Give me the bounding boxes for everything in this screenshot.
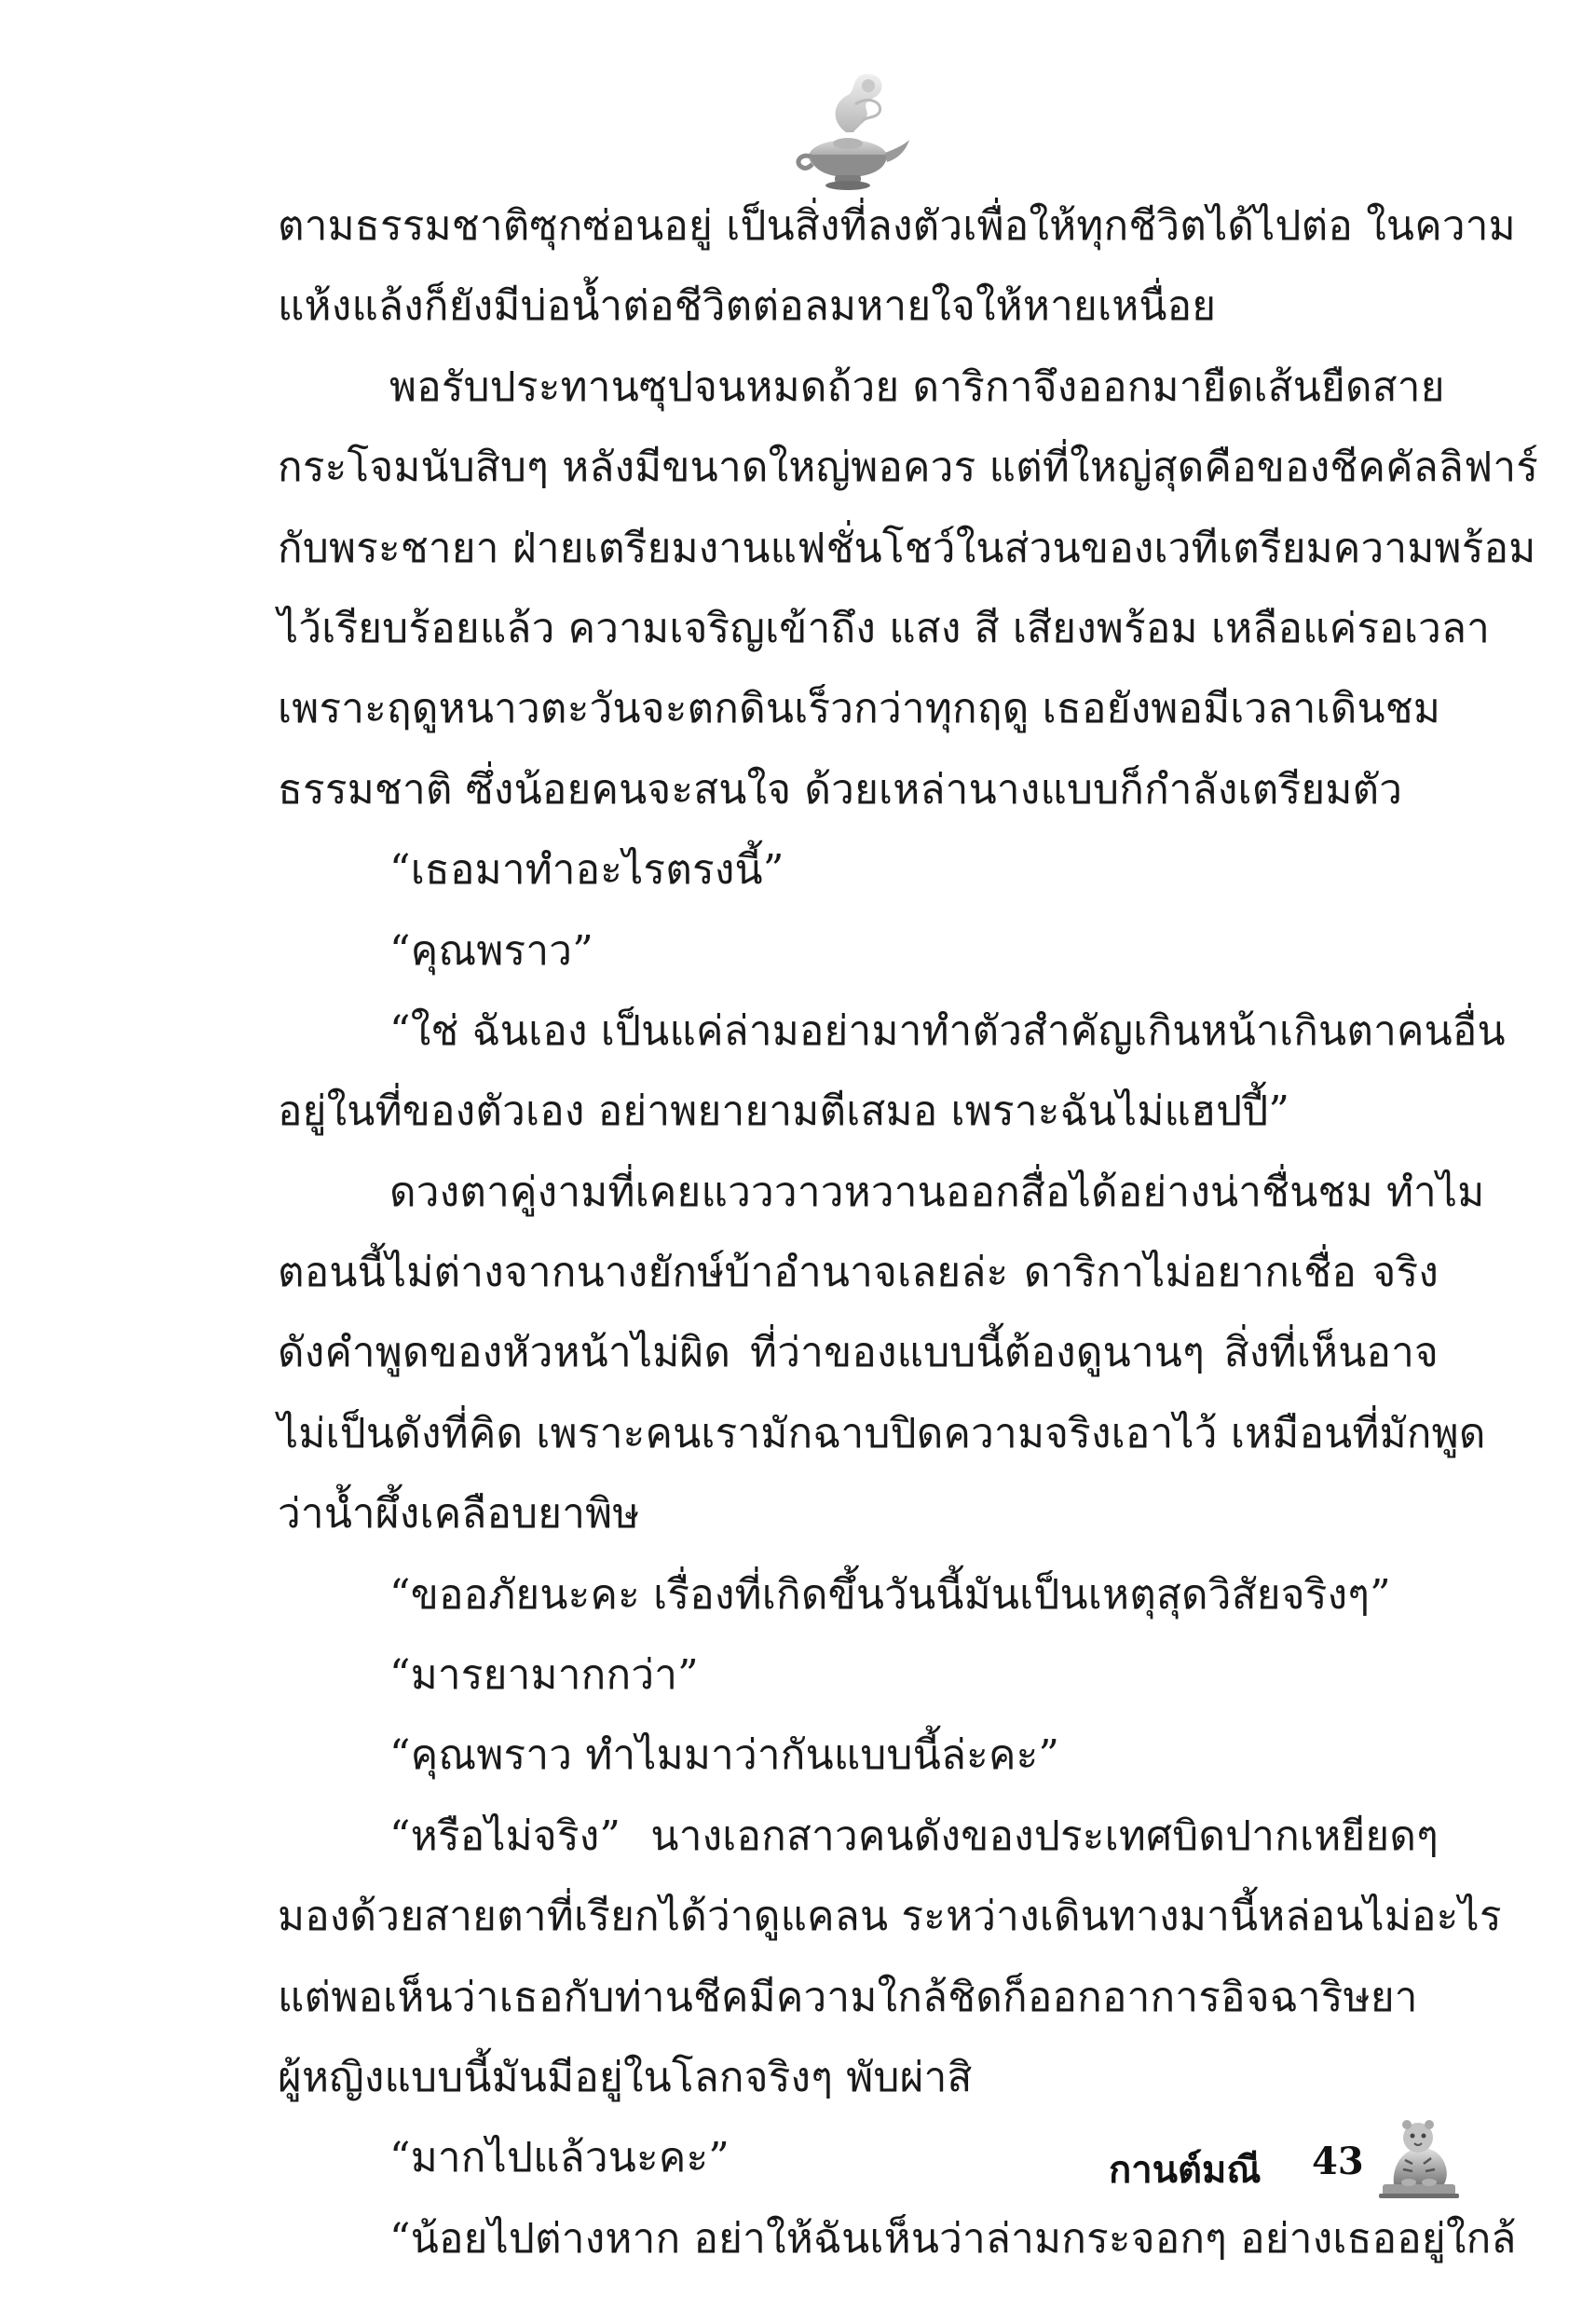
text-line: “เธอมาทำอะไรตรงนี้” <box>389 846 784 895</box>
tiger-statue-icon <box>1377 2115 1461 2199</box>
text-line: มองด้วยสายตาที่เรียกได้ว่าดูแคลน ระหว่างเดินทางมานี้หล่อนไม่อะไร <box>278 1893 1502 1941</box>
text-line: ตอนนี้ไม่ต่างจากนางยักษ์บ้าอำนาจเลยล่ะ ดาริกาไม่อยากเชื่อ จริง <box>278 1249 1439 1297</box>
text-line: “น้อยไปต่างหาก อย่าให้ฉันเห็นว่าล่ามกระจอกๆ อย่างเธออยู่ใกล้ <box>389 2214 1517 2263</box>
magic-lamp-icon <box>790 67 911 193</box>
text-line: เพราะฤดูหนาวตะวันจะตกดินเร็วกว่าทุกฤดู เธอยังพอมีเวลาเดินชม <box>278 685 1441 733</box>
text-line: ว่าน้ำผึ้งเคลือบยาพิษ <box>278 1490 640 1538</box>
text-line: “มารยามากกว่า” <box>389 1651 699 1700</box>
text-line: “หรือไม่จริง” นางเอกสาวคนดังของประเทศบิดปากเหยียดๆ <box>389 1812 1439 1860</box>
text-line: พอรับประทานซุปจนหมดถ้วย ดาริกาจึงออกมายืดเส้นยืดสาย <box>389 362 1445 411</box>
text-line: ไว้เรียบร้อยแล้ว ความเจริญเข้าถึง แสง สี เสียงพร้อม เหลือแค่รอเวลา <box>278 604 1491 652</box>
body-text <box>278 186 1539 2279</box>
text-line: “คุณพราว ทำไมมาว่ากันแบบนี้ล่ะคะ” <box>389 1731 1060 1780</box>
text-line: แห้งแล้งก็ยังมีบ่อน้ำต่อชีวิตต่อลมหายใจให้หายเหนื่อย <box>278 282 1217 331</box>
text-line: “ขออภัยนะคะ เรื่องที่เกิดขึ้นวันนี้มันเป็นเหตุสุดวิสัยจริงๆ” <box>389 1570 1391 1619</box>
text-line: ดังคำพูดของหัวหน้าไม่ผิด ที่ว่าของแบบนี้ต้องดูนานๆ สิ่งที่เห็นอาจ <box>278 1329 1439 1377</box>
page-number: 43 <box>1312 2140 1364 2183</box>
text-line: อยู่ในที่ของตัวเอง อย่าพยายามตีเสมอ เพราะฉันไม่แฮปปี้” <box>278 1087 1290 1136</box>
text-line: กระโจมนับสิบๆ หลังมีขนาดใหญ่พอควร แต่ที่ใหญ่สุดคือของชีคคัลลิฟาร์ <box>278 444 1539 492</box>
text-line: “คุณพราว” <box>389 926 593 975</box>
text-line: “มากไปแล้วนะคะ” <box>389 2134 730 2182</box>
text-line: ไม่เป็นดังที่คิด เพราะคนเรามักฉาบปิดความจริงเอาไว้ เหมือนที่มักพูด <box>278 1409 1486 1457</box>
text-line: ตามธรรมชาติซุกซ่อนอยู่ เป็นสิ่งที่ลงตัวเพื่อให้ทุกชีวิตได้ไปต่อ ในความ <box>278 202 1516 250</box>
book-title: กานต์มณี <box>1109 2148 1262 2192</box>
text-line: กับพระชายา ฝ่ายเตรียมงานแฟชั่นโชว์ในส่วนของเวทีเตรียมความพร้อม <box>278 524 1536 572</box>
text-line: ธรรมชาติ ซึ่งน้อยคนจะสนใจ ด้วยเหล่านางแบบก็กำลังเตรียมตัว <box>278 765 1403 814</box>
page-footer <box>1109 2115 1463 2199</box>
text-line: แต่พอเห็นว่าเธอกับท่านชีคมีความใกล้ชิดก็ออกอาการอิจฉาริษยา <box>278 1973 1418 2021</box>
text-line: ดวงตาคู่งามที่เคยแวววาวหวานออกสื่อได้อย่างน่าชื่นชม ทำไม <box>389 1168 1485 1216</box>
text-line: ผู้หญิงแบบนี้มันมีอยู่ในโลกจริงๆ พับผ่าสิ <box>278 2053 973 2101</box>
text-line: “ใช่ ฉันเอง เป็นแค่ล่ามอย่ามาทำตัวสำคัญเกินหน้าเกินตาคนอื่น <box>389 1006 1506 1055</box>
